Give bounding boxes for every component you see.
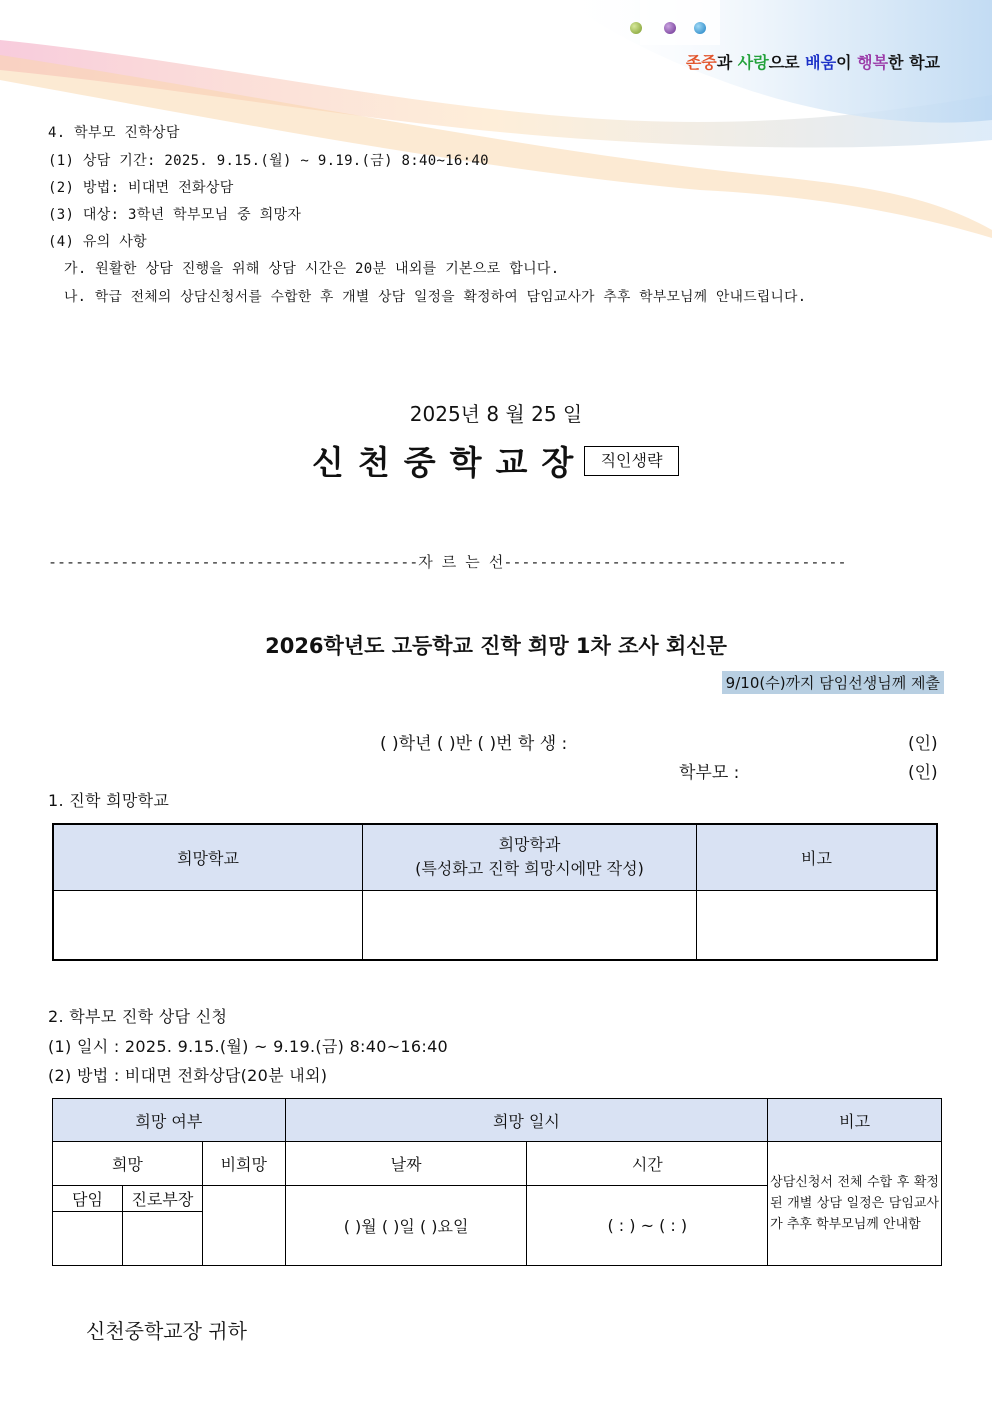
green-dot-icon bbox=[630, 22, 642, 34]
addressee: 신천중학교장 귀하 bbox=[86, 1319, 247, 1343]
section4-heading: 4. 학부모 진학상담 bbox=[48, 125, 180, 141]
career-head-check-cell[interactable] bbox=[122, 1212, 202, 1266]
career-head-label: 진로부장 bbox=[122, 1186, 202, 1212]
counsel-section-heading: 2. 학부모 진학 상담 신청 bbox=[48, 1007, 228, 1026]
header-remark: 비고 bbox=[768, 1099, 942, 1142]
motto-segment: 행복 bbox=[857, 53, 889, 72]
header-wish-datetime: 희망 일시 bbox=[285, 1099, 767, 1142]
section4-line: 나. 학급 전체의 상담신청서를 수합한 후 개별 상담 일정을 확정하여 담임교사가 추후 학부모님께 안내드립니다. bbox=[64, 289, 807, 305]
school-motto bbox=[0, 50, 940, 73]
col-wish-department-note: (특성화고 진학 희망시에만 작성) bbox=[415, 859, 644, 879]
issue-date: 2025년 8 월 25 일 bbox=[409, 402, 583, 426]
counsel-line: (2) 방법 : 비대면 전화상담(20분 내외) bbox=[48, 1066, 328, 1085]
counsel-request-table bbox=[52, 1098, 942, 1266]
time-label: 시간 bbox=[527, 1142, 768, 1186]
col-wish-school: 희망학교 bbox=[53, 824, 363, 890]
school-section-heading: 1. 진학 희망학교 bbox=[48, 791, 170, 810]
no-wish-label: 비희망 bbox=[202, 1142, 285, 1186]
student-info-line: ( )학년 ( )반 ( )번 학 생 : bbox=[380, 734, 568, 754]
no-wish-cell[interactable] bbox=[202, 1186, 285, 1266]
section4-line: (4) 유의 사항 bbox=[48, 234, 147, 250]
motto-segment: 이 bbox=[836, 53, 858, 72]
section4-line: (3) 대상: 3학년 학부모님 중 희망자 bbox=[48, 207, 302, 223]
header-wish-status: 희망 여부 bbox=[53, 1099, 286, 1142]
school-wish-table bbox=[52, 823, 938, 961]
remark-note: 상담신청서 전체 수합 후 확정된 개별 상담 일정은 담임교사가 추후 학부모님께 안내함 bbox=[768, 1142, 942, 1266]
motto-segment: 한 학교 bbox=[888, 53, 940, 72]
col-wish-department-label: 희망학과 bbox=[498, 835, 561, 855]
principal-title: 신천중학교장 bbox=[312, 443, 588, 482]
col-wish-department bbox=[363, 824, 697, 890]
student-seal-mark: (인) bbox=[908, 734, 938, 754]
motto-segment: 배움 bbox=[805, 53, 837, 72]
time-fill-cell[interactable]: ( : ) ~ ( : ) bbox=[527, 1186, 768, 1266]
motto-segment: 으로 bbox=[768, 53, 806, 72]
motto-segment: 과 bbox=[716, 53, 738, 72]
date-label: 날짜 bbox=[285, 1142, 527, 1186]
deadline-badge: 9/10(수)까지 담임선생님께 제출 bbox=[722, 671, 944, 694]
seal-omitted-box: 직인생략 bbox=[584, 446, 679, 476]
parent-seal-mark: (인) bbox=[908, 763, 938, 783]
col-remark: 비고 bbox=[697, 824, 938, 890]
counsel-line: (1) 일시 : 2025. 9.15.(월) ~ 9.19.(금) 8:40~16:40 bbox=[48, 1037, 449, 1056]
date-fill-cell[interactable]: ( )월 ( )일 ( )요일 bbox=[285, 1186, 527, 1266]
parent-label: 학부모 : bbox=[679, 763, 740, 783]
motto-segment: 사랑 bbox=[737, 53, 769, 72]
purple-dot-icon bbox=[664, 22, 676, 34]
wish-department-cell[interactable] bbox=[363, 890, 697, 960]
blue-dot-icon bbox=[694, 22, 706, 34]
section4-line: 가. 원활한 상담 진행을 위해 상담 시간은 20분 내외를 기본으로 합니다. bbox=[64, 261, 560, 277]
homeroom-label: 담임 bbox=[53, 1186, 123, 1212]
remark-cell[interactable] bbox=[697, 890, 938, 960]
homeroom-check-cell[interactable] bbox=[53, 1212, 123, 1266]
wish-label: 희망 bbox=[53, 1142, 203, 1186]
section4-line: (1) 상담 기간: 2025. 9.15.(월) ~ 9.19.(금) 8:40~16:40 bbox=[48, 153, 489, 169]
section4-line: (2) 방법: 비대면 전화상담 bbox=[48, 180, 234, 196]
cut-line: -----------------------------------------자 르 는 선-------------------------------------- bbox=[48, 553, 847, 571]
motto-segment: 존중 bbox=[685, 53, 717, 72]
wish-school-cell[interactable] bbox=[53, 890, 363, 960]
reply-title: 2026학년도 고등학교 진학 희망 1차 조사 회신문 bbox=[265, 634, 727, 658]
